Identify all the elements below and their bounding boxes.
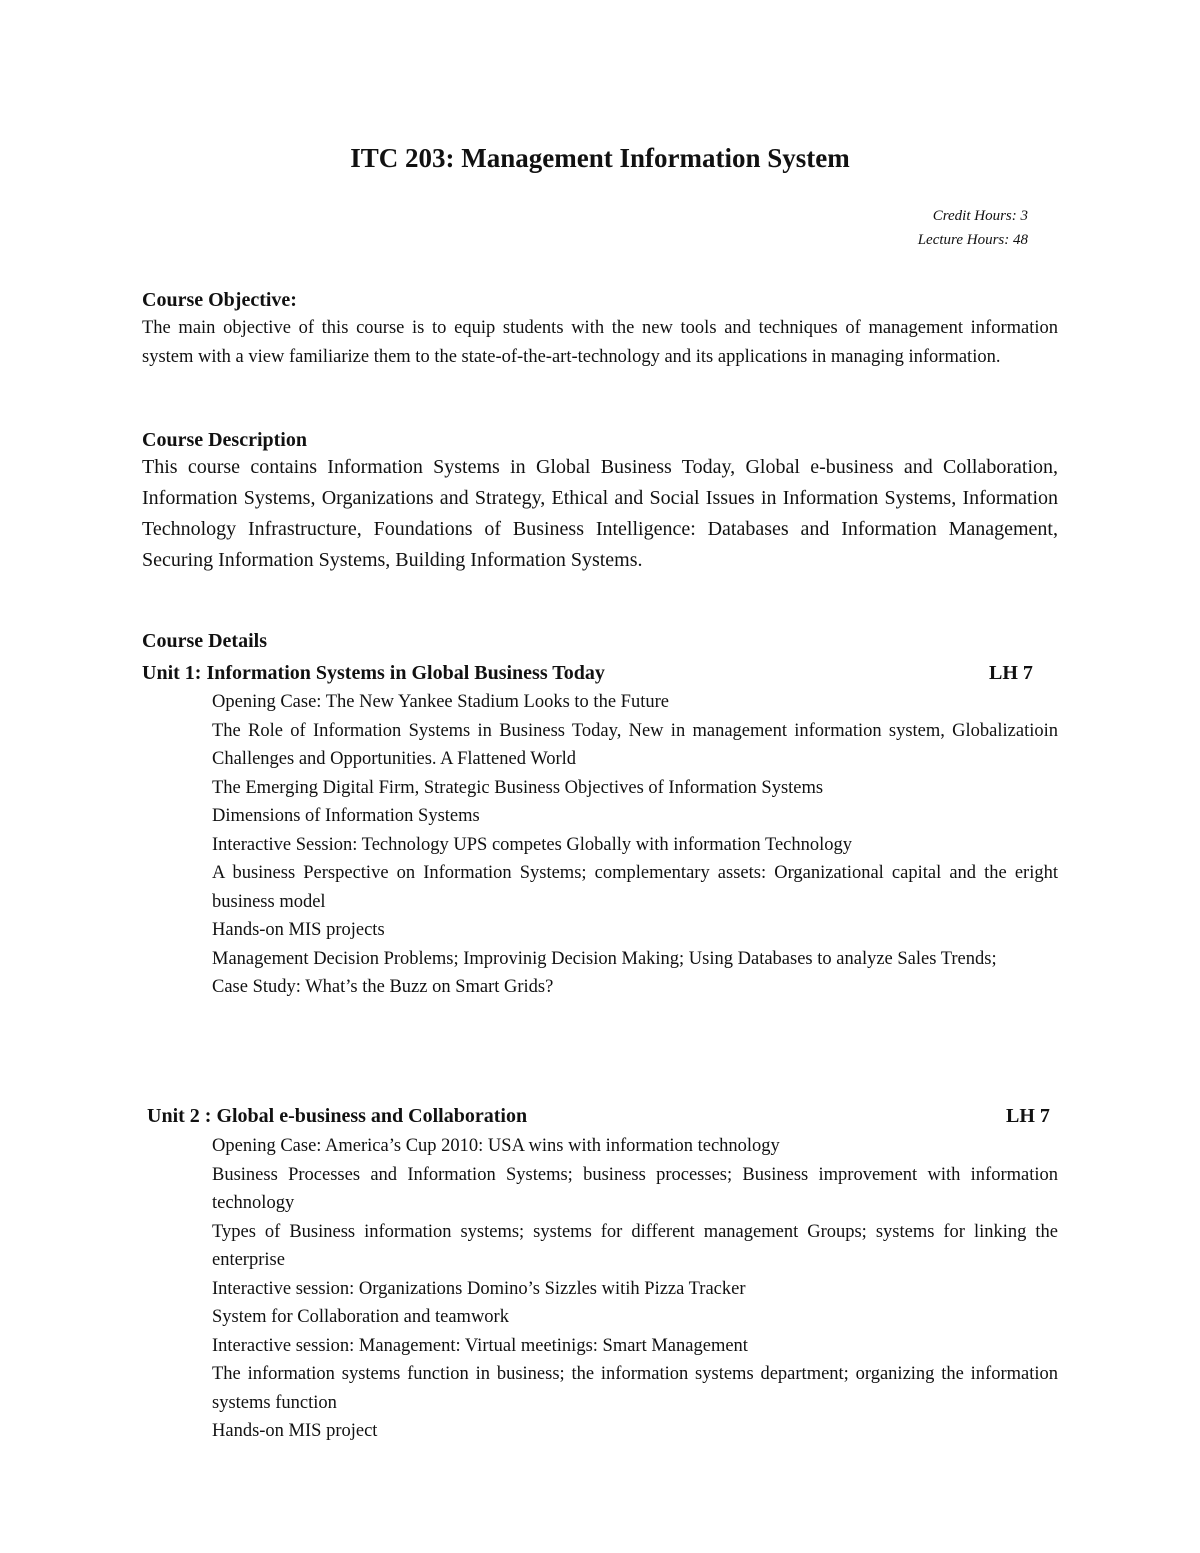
- unit-2-hours: LH 7: [1006, 1105, 1050, 1127]
- list-item: Hands-on MIS project: [212, 1421, 378, 1441]
- objective-text: The main objective of this course is to equip students with the new tools and techniques of management information system with a view familiarize them to the state-of-the-art-technology and its applications in managing information.: [142, 318, 1058, 367]
- list-item: A business Perspective on Information Systems; complementary assets: Organizational capital and the eright business model: [212, 863, 1058, 912]
- list-item: Business Processes and Information Systems; business processes; Business improvement with information technology: [212, 1164, 1058, 1213]
- unit-1-topic-list: [212, 688, 1058, 1002]
- list-item: System for Collaboration and teamwork: [212, 1307, 509, 1327]
- list-item: Interactive session: Management: Virtual meetinigs: Smart Management: [212, 1335, 748, 1356]
- list-item: Opening Case: America’s Cup 2010: USA wins with information technology: [212, 1136, 780, 1156]
- list-item: Dimensions of Information Systems: [212, 806, 480, 826]
- unit-1-title: Unit 1: Information Systems in Global Business Today: [142, 662, 605, 684]
- description-text: This course contains Information Systems in Global Business Today, Global e-business and Collaboration, Information Systems, Organizations and Strategy, Ethical and Social Issues in Information Systems, Information Technology Infrastructure, Foundations of Business Intelligence: Databases and Information Management, Securing Information Systems, Building Information Systems.: [142, 456, 1058, 571]
- list-item: The Emerging Digital Firm, Strategic Business Objectives of Information Systems: [212, 777, 824, 798]
- credit-hours: Credit Hours: 3: [932, 208, 1028, 224]
- list-item: Management Decision Problems; Improvinig Decision Making; Using Databases to analyze Sales Trends;: [212, 948, 997, 969]
- unit-2-topic-list: [212, 1132, 1058, 1446]
- list-item: The Role of Information Systems in Business Today, New in management information system, Globalizatioin Challenges and Opportunities. A Flattened World: [212, 720, 1058, 769]
- list-item: The information systems function in business; the information systems department; organizing the information systems function: [212, 1364, 1058, 1413]
- lecture-hours: Lecture Hours: 48: [917, 232, 1028, 248]
- objective-heading: Course Objective:: [142, 289, 297, 311]
- list-item: Types of Business information systems; systems for different management Groups; systems for linking the enterprise: [212, 1221, 1058, 1270]
- list-item: Interactive Session: Technology UPS competes Globally with information Technology: [212, 834, 853, 855]
- unit-2-title: Unit 2 : Global e-business and Collaboration: [147, 1105, 528, 1127]
- unit-1-hours: LH 7: [989, 662, 1033, 684]
- list-item: Hands-on MIS projects: [212, 920, 385, 940]
- page-title: ITC 203: Management Information System: [350, 143, 850, 173]
- list-item: Opening Case: The New Yankee Stadium Looks to the Future: [212, 692, 669, 712]
- description-heading: Course Description: [142, 429, 307, 451]
- list-item: Interactive session: Organizations Domino’s Sizzles witih Pizza Tracker: [212, 1278, 746, 1299]
- list-item: Case Study: What’s the Buzz on Smart Grids?: [212, 977, 554, 997]
- details-heading: Course Details: [142, 630, 267, 652]
